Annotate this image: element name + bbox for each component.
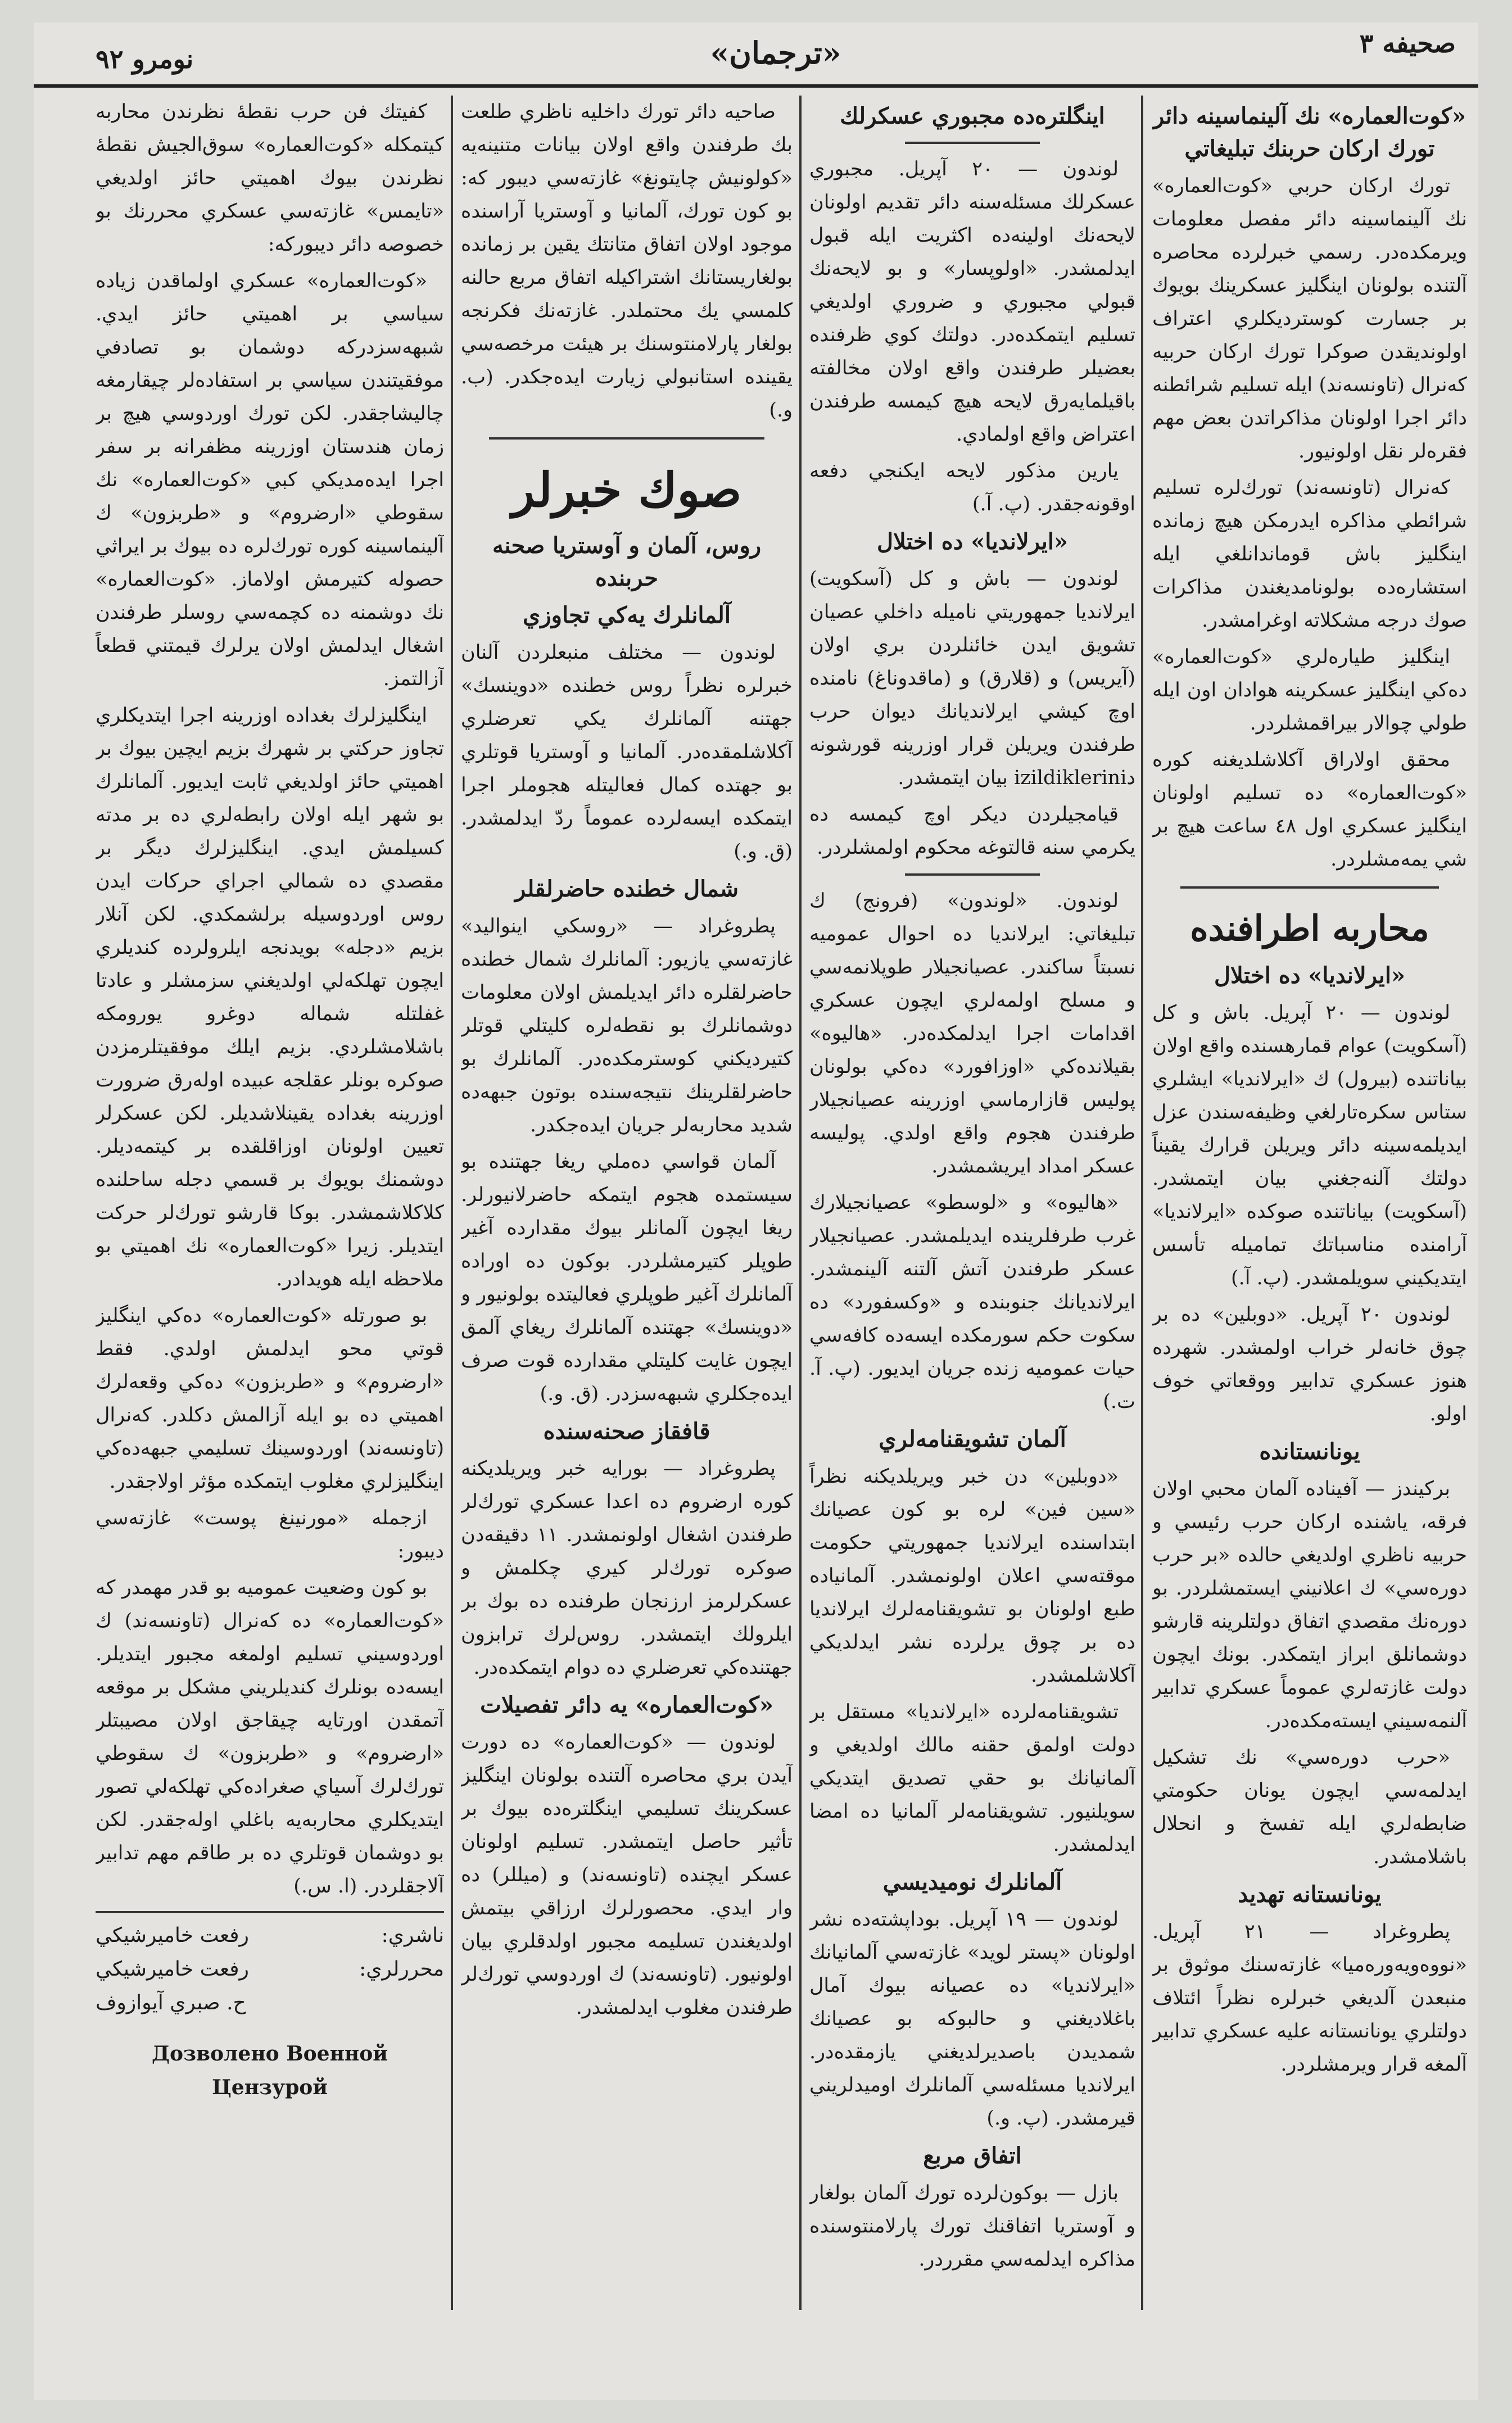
article-paragraph: آلمان قواسي ده‌ملي ريغا جهتنده بو سيستمده هجوم ايتمكه حاضرلانيورلر. ريغا ايچون آلمانلر بيوك مقدارده آغير طوپلر كتيرمشلردر. بوكون ده اوراده آلمانلرك آغير طوپلري فعاليتده بولونيور و «دوينسك» جهتنده آلمانلرك ريغاي آلمق ايچون غايت كليتلي مقدارده قوت صرف ايده‌جكلري شبهه‌سزدر. (ق. و.) — [461, 1151, 793, 1405]
article-paragraph: لوندون — «كوت‌العماره» ده دورت آيدن بري محاصره آلتنده بولونان اينگليز عسكرينك تسليمي اينگلتره‌ده بيوك بر تأثير حاصل ايتمشدر. تسليم اولونان عسكر ايچنده (تاونسه‌ند) و (ميللر) ده وار ايدي. محصورلرك ارزاقي بيتمش اولديغندن تسليمه مجبور اولدقلري بيان اولونيور. (تاونسه‌ند) ك اوردوسي تورك‌لر طرفندن مغلوب ايدلمشدر. — [461, 1731, 793, 2019]
publisher-row — [96, 1919, 444, 1953]
imprint — [96, 1911, 444, 2104]
article-paragraph: بو كون وضعيت عموميه بو قدر مهمدر كه «كوت‌العماره» ده كه‌نرال (تاونسه‌ند) ك اوردوسيني تسليم اولمغه مجبور ايتديلر. ايسه‌ده بونلرك كنديلريني مشكل بر موقعه آتمقدن اورتايه چيقاجق اولان مصيبتلر «ارضروم» و «طربزون» ك سقوطي تورك‌لرك آسياي صغراده‌كي تهلكه‌لي تصور ايتديكلري محاربه‌يه باغلي اوله‌جقدر. لكن بو دوشمان قوتلري ده بر طاقم مهم تدابير آلاجقلردر. (ا. س.) — [96, 1577, 444, 1897]
masthead — [34, 22, 1478, 88]
article-paragraph: لوندون — ٢٠ آپريل. باش و كل (آسكويت) عوام قمارهسنده واقع اولان بياناتنده (بيرول) ك «ايرلانديا» ايشلري ستاس سكره‌تارلغي وظيفه‌سندن عزل ايديلمه‌سينه دائر ويريلن قرارك يقيناً دولتك آلنه‌جغني بيان ايتمشدر. (آسكويت) بياناتنده صوكده «ايرلانديا» آرامنده مناسباتك تماميله تأسس ايتديكيني سويلمشدر. (پ. آ.) — [1152, 1002, 1467, 1289]
article-paragraph: قيامجيلردن ديكر اوچ كيمسه ده يكرمي سنه قالتوغه محكوم اولمشلردر. — [809, 803, 1135, 859]
editors-row — [96, 1953, 444, 1986]
column-4 — [96, 96, 444, 2333]
article-headline: آلمان تشويقنامه‌لري — [879, 1426, 1066, 1452]
article-paragraph: بو صورتله «كوت‌العماره» ده‌كي اينگليز قوتي محو ايدلمش اولدي. فقط «ارضروم» و «طربزون» ده‌كي وقعه‌لرك اهميتي ده بو ايله آزالمش دكلدر. كه‌نرال (تاونسه‌ند) اوردوسينك تسليمي جبهه‌ده‌كي اينگليزلري مغلوب ايتمكده مؤثر اولاجقدر. — [96, 1305, 444, 1493]
issue-number: نومرو ٩٢ — [96, 44, 194, 74]
article-paragraph: ازجمله «مورنينغ پوست» غازته‌سي ديبور: — [96, 1507, 444, 1563]
article-paragraph: بازل — بوكون‌لرده تورك آلمان بولغار و آوستريا اتفاقنك تورك پارلامنتوسنده مذاكره ايدلمه‌سي مقرردر. — [809, 2182, 1135, 2271]
article-paragraph: لوندون — ١٩ آپريل. بوداپشته‌ده نشر اولونان «پستر لويد» غازته‌سي آلمانيانك «ايرلانديا» ده عصيانه بيوك آمال باغلاديغني و حالبوكه بو عصيانك شمديدن باصديرلديغني يازمقده‌در. ايرلانديا مسئله‌سي آلمانلرك اوميدلريني قيرمشدر. (پ. و.) — [809, 1908, 1135, 2130]
article-paragraph: بركيندز — آفيناده آلمان محبي اولان فرقه، ياشنده اركان حرب رئيسي و حربيه ناظري اولديغي حالده «بر حرب دوره‌سي» ك اعلانيني ايستمشلردر. بو دوره‌نك مقصدي اتفاق دولتلرينه قارشو دوشمانلق ابراز ايتمكدر. بونك ايچون دولت غازته‌لري عموماً عسكري تدابير آلنمه‌سيني ايسته‌مكده‌در. — [1152, 1478, 1467, 1732]
article-paragraph: لوندون ٢٠ آپريل. «دوبلين» ده بر چوق خانه‌لر خراب اولمشدر. شهرده هنوز عسكري تدابير ووقعاتي خوف اولو. — [1152, 1303, 1467, 1425]
article-headline: يونانستانه تهديد — [1238, 1881, 1382, 1908]
publisher-label: ناشري: — [381, 1924, 444, 1947]
article-divider — [905, 873, 1040, 876]
article-headline: «كوت‌العماره» نك آلينماسينه دائر تورك اركان حربنك تبليغاتي — [1153, 103, 1466, 162]
article-paragraph: پطروغراد — بورايه خبر ويريلديكنه كوره ارضروم ده اعدا عسكري تورك‌لر طرفندن اشغال اولونمشدر. ١١ دقيقه‌دن صوكره تورك‌لر كيري چكلمش و عسكرلرمز ارزنجان طرفنده ده بوك بر ايلرولك ايتمشدر. روس‌لرك ترابزون جهتنده‌كي تعرضلري ده دوام ايتمكده‌در. — [461, 1457, 793, 1679]
article-paragraph: تورك اركان حربي «كوت‌العماره» نك آلينماسينه دائر مفصل معلومات ويرمكده‌در. رسمي خبرلرده محاصره آلتنده بولونان اينگليز عسكرينك بويوك بر جسارت كوسترديكلري اعتراف اولونديقدن صوكرا تورك اركان حربيه كه‌نرال (تاونسه‌ند) ايله تسليم شرائطنه دائر اجرا اولونان مذاكراتدن بعض مهم فقره‌لر نقل اولونيور. — [1152, 175, 1467, 463]
article-headline: آلمانلرك نوميديسي — [882, 1869, 1062, 1895]
article-paragraph: كفيتك فن حرب نقطهٔ نظرندن محاربه كيتمكله «كوت‌العماره» سوق‌الجيش نقطهٔ نظرندن بيوك اهميتي حائز اولديغي «تايمس» غازته‌سي عسكري محررنك بو خصوصه دائر ديبوركه: — [96, 101, 444, 256]
article-paragraph: لوندون — مختلف منبعلردن آلنان خبرلره نظراً روس خطنده «دوينسك» جهتنه آلمانلرك يكي تعرضلري آكلاشلمقده‌در. آلمانيا و آوستريا قوتلري بو جهتده كمال فعاليتله هجوملر اجرا ايتمكده ايسه‌لرده عموماً ردّ ايدلمشدر. (ق. و.) — [461, 641, 793, 863]
article-paragraph: كه‌نرال (تاونسه‌ند) تورك‌لره تسليم شرائطي مذاكره ايدرمكن هيچ زمانده اينگليز باش قوماندانلغي ايله استشاره‌ده بولونامديغندن مذاكرات صوك درجه مشكلاته اوغرامشدر. — [1152, 477, 1467, 632]
section-divider — [1180, 886, 1439, 889]
article-paragraph: اينگليزلرك بغداده اوزرينه اجرا ايتديكلري تجاوز حركتي بر شهرك بزيم ايچين بيوك بر اهميتي حائز اولديغي ثابت ايديور. آلمانلرك بو شهر ايله اولان رابطه‌لري ده بر مدته كسيلمش ايدي. اينگليزلرك ديگر بر مقصدي ده شمالي اجراي حركات ايدن روس اوردوسيله برلشمكدي. لكن آنلار بزيم «دجله» بويدنجه ايلرولرده كنديلري ايچون تهلكه‌لي اولديغني سزمشلر و عادتا غفلتله شماله دوغرو يورومكه باشلامشلردي. بزيم ايلك موفقيتلرمزدن صوكره بونلر عقلجه عبيده اوله‌رق ضرورت اوزرينه بغداده يقينلاشديلر. لكن عسكرلر تعيين اولونان اوزاقلقده بر كيتمه‌ديلر. دوشمنك بويوك بر قسمي دجله ساحلنده كلاكلاشمشدر. بوكا قارشو تورك‌لر حركت ايتديلر. زيرا «كوت‌العماره» نك اهميتي بو ملاحظه ايله هويدادر. — [96, 704, 444, 1290]
article-headline: «ايرلانديا» ده اختلال — [876, 528, 1069, 555]
article-headline: يونانستانده — [1259, 1438, 1360, 1465]
article-paragraph: «هاليوه» و «لوسطو» عصيانجيلارك غرب طرفلرينده ايديلمشدر. عصيانجيلار عسكر طرفندن آتش آلتنه آلينمشدر. ايرلانديانك جنوبنده و «وكسفورد» ده سكوت حكم سورمكده ايسه‌ده كافه‌سي حيات عموميه زنده جريان ايديور. (پ. آ. ت.) — [809, 1192, 1135, 1413]
column-divider — [451, 96, 453, 2310]
column-2 — [809, 96, 1135, 2333]
editors-row — [96, 1986, 444, 2020]
article-headline: قافقاز صحنه‌سنده — [543, 1418, 710, 1444]
section-divider — [489, 437, 764, 440]
article-paragraph: پطروغراد — ٢١ آپريل. «نووه‌ويه‌وره‌ميا» غازته‌سنك موثوق بر منبعدن آلديغي خبرلره نظراً ائتلاف دولتلري يونانستانه عليه عسكري تدابير آلمغه قرار ويرمشلردر. — [1152, 1921, 1467, 2076]
censorship-note: Дозволено Военной Цензурой — [152, 2042, 388, 2099]
article-paragraph: لوندون — باش و كل (آسكويت) ايرلانديا جمهوريتي ناميله داخلي عصيان تشويق ايدن خائنلردن بري اولان (آيريس) و (قلارق) و (ماقدوناغ) نامنده اوچ كيشي ايرلانديانك ديوان حرب طرفندن ويريلن قرار اوزرينه قورشونه دizildiklerini بيان ايتمشدر. — [809, 568, 1135, 789]
column-3 — [461, 96, 793, 2333]
headline-underline — [905, 142, 1040, 144]
article-paragraph: محقق اولاراق آكلاشلديغنه كوره «كوت‌العماره» ده تسليم اولونان اينگليز عسكري اول ٤٨ ساعت هيچ بر شي يمه‌مشلردر. — [1152, 749, 1467, 871]
article-paragraph: «حرب دوره‌سي» نك تشكيل ايدلمه‌سي ايچون يونان حكومتي ضابطه‌لري ايله تفسخ و انحلال باشلامشدر. — [1152, 1746, 1467, 1868]
article-paragraph: «دوبلين» دن خبر ويريلديكنه نظراً «سين فين» لره بو كون عصيانك ابتداسنده ايرلانديا جمهوريتي حكومت موقته‌سي اعلان اولونمشدر. آلمانياده طبع اولونان بو تشويقنامه‌لرك ايرلانديا ده بر چوق يرلرده نشر ايدلديكي آكلاشلمشدر. — [809, 1465, 1135, 1687]
article-headline: روس، آلمان و آوستريا صحنه حربنده — [492, 532, 762, 591]
editors-label: محررلري: — [359, 1958, 444, 1981]
newspaper-page — [34, 22, 1478, 2400]
article-headline: «كوت‌العماره» يه دائر تفصيلات — [480, 1692, 773, 1718]
article-headline: «ايرلانديا» ده اختلال — [1214, 962, 1406, 989]
article-paragraph: اينگليز طياره‌لري «كوت‌العماره» ده‌كي اينگليز عسكرينه هوادان اون ايله طولي چوالار بيراقمشلردر. — [1152, 646, 1467, 735]
article-paragraph: صاحيه دائر تورك داخليه ناظري طلعت بك طرفندن واقع اولان بيانات متنينه‌يه «كولونيش چايتونغ» غازته‌سي ديبور كه: بو كون تورك، آلمانيا و آوستريا آراسنده موجود اولان اتفاق متانتك يقين بر زمانده بولغاريستانك اشتراكيله اتفاق مربع حالنه كلمسي يك محتملدر. غازته‌نك فكرنجه بولغار پارلامنتوسنك بر هيئت مرخصه‌سي يقينده استانبولي زيارت ايده‌جكدر. (ب. و.) — [461, 101, 793, 422]
article-paragraph: «كوت‌العماره» عسكري اولماقدن زياده سياسي بر اهميتي حائز ايدي. شبهه‌سزدركه دوشمان بو تصادفي موفقيتندن سياسي بر استفاده‌لر چيقارمغه چاليشاجقدر. لكن تورك اوردوسي هيچ بر زمان هندستان اوزرينه مظفرانه بر سفر اجرا ايده‌مديكي كبي «كوت‌العماره» نك سقوطي «ارضروم» و «طربزون» ك آلينماسينه كوره تورك‌لره ده بيوك بر ايراثي حصوله كتيرمش اولاماز. «كوت‌العماره» نك دوشمنه ده كچمه‌سي روسلر طرفندن اشغال ايدلمش اولان يرلرك قيمتني قطعاً آزالتمز. — [96, 270, 444, 690]
article-paragraph: يارين مذكور لايحه ايكنجي دفعه اوقونه‌جقدر. (پ. آ.) — [809, 460, 1135, 515]
article-paragraph: تشويقنامه‌لرده «ايرلانديا» مستقل بر دولت اولمق حقنه مالك اولديغي و آلمانيانك بو حقي تصديق ايتديكي سويلنيور. تشويقنامه‌لر آلمانيا ده امضا ايدلمشدر. — [809, 1701, 1135, 1856]
article-headline: اينگلتره‌ده مجبوري عسكرلك — [840, 103, 1105, 129]
article-headline: اتفاق مربع — [923, 2143, 1022, 2169]
page-number: صحيفه ٣ — [1359, 28, 1456, 58]
editor-name: رفعت خاميرشيكي — [96, 1958, 249, 1981]
newspaper-title: «ترجمان» — [710, 35, 841, 71]
article-paragraph: لوندون — ٢٠ آپريل. مجبوري عسكرلك مسئله‌سنه دائر تقديم اولونان لايحه‌نك اولينه‌ده اكثريت ايله قبول ايدلمشدر. «اولوپسار» و بو لايحه‌نك قبولي مجبوري و ضروري اولديغي تسليم ايتمكده‌در. دولتك كوي ظرفنده بعضيلر طرفندن واقع اولان مخالفته باقيلمايه‌رق لايحه هيچ كيمسه طرفندن اعتراض واقع اولمادي. — [809, 158, 1135, 446]
article-paragraph: پطروغراد — «روسكي اينواليد» غازته‌سي يازيور: آلمانلرك شمال خطنده حاضرلقلره دائر ايديلمش اولان معلومات دوشمانلرك بو نقطه‌لره كليتلي قوتلر كتيرديكني كوسترمكده‌در. آلمانلرك بو حاضرلقلرينك نتيجه‌سنده بوتون جبهه‌ده شديد محاربه‌لر جريان ايده‌جكدر. — [461, 915, 793, 1136]
column-1 — [1152, 96, 1467, 2333]
column-divider — [799, 96, 802, 2310]
column-divider — [1141, 96, 1143, 2310]
section-headline: محاربه اطرافنده — [1190, 908, 1429, 949]
article-headline: شمال خطنده حاضرلقلر — [515, 876, 739, 902]
section-headline: صوك خبرلر — [511, 462, 742, 518]
editor-name: ح. صبري آيواز‌وف — [96, 1991, 246, 2014]
publisher-name: رفعت خاميرشيكي — [96, 1924, 249, 1947]
article-paragraph: لوندون. «لوندون» (فرونج) ك تبليغاتي: ايرلانديا ده احوال عموميه نسبتاً ساكندر. عصيانجيلار طوپلانمه‌سي و مسلح اولمه‌لري ايچون عسكري اقدامات اجرا ايدلمكده‌در. «هاليوه» بقيلانده‌كي «اوزافورد» ده‌كي بولونان پوليس قازارماسي اوزرينه عصيانجيلار طرفندن هجوم واقع اولدي. پوليسه عسكر امداد ايريشمشدر. — [809, 890, 1135, 1177]
article-headline: آلمانلرك يه‌كي تجاوزي — [523, 602, 731, 628]
